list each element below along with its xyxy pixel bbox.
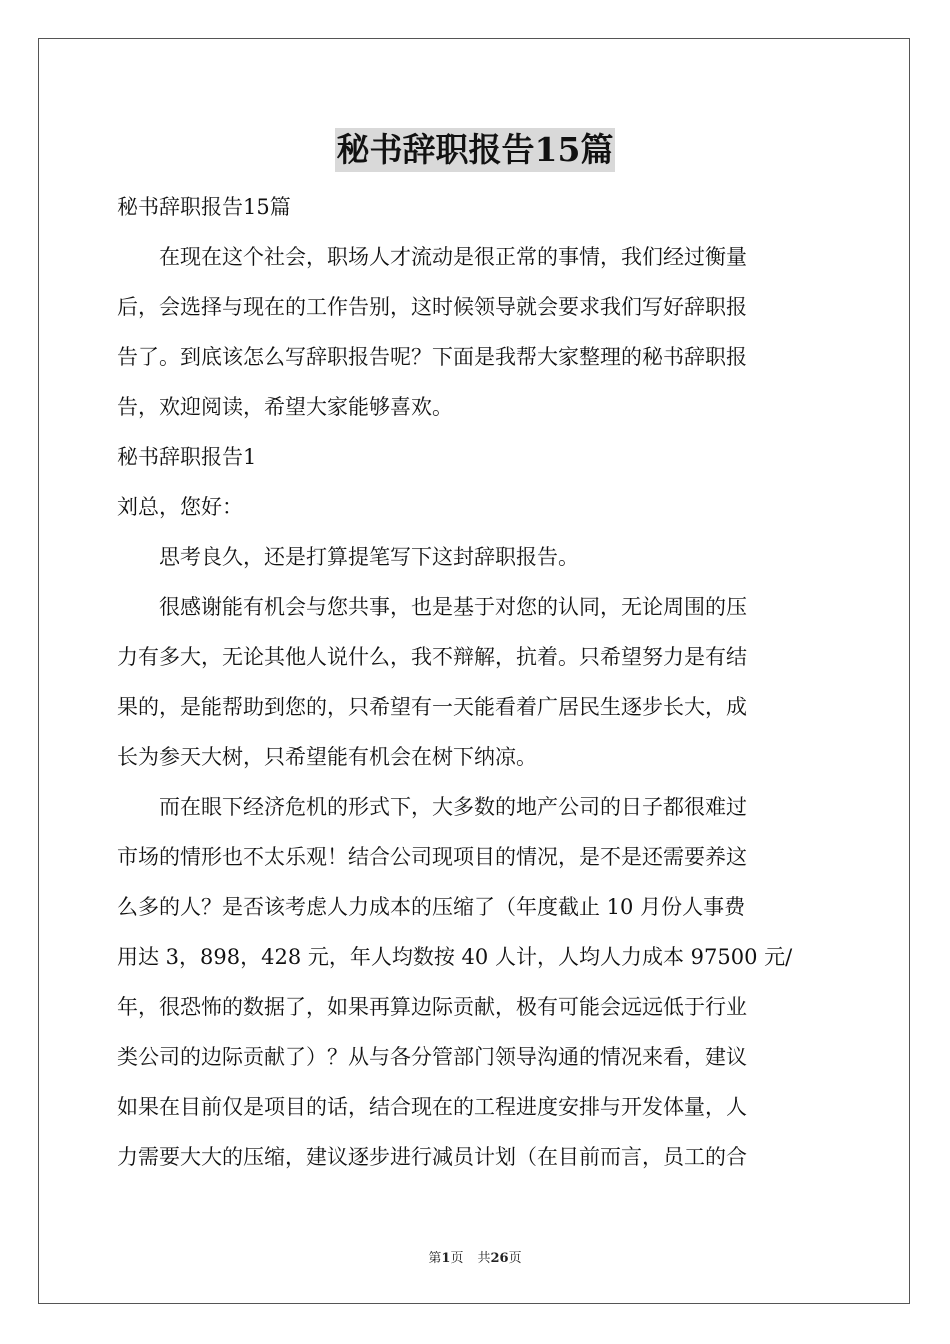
document-title: 秘书辞职报告15篇 (335, 128, 616, 172)
text-line: 秘书辞职报告1 (117, 445, 257, 469)
total-pages: 26 (490, 1251, 509, 1266)
text-line: 如果在目前仅是项目的话，结合现在的工程进度安排与开发体量，人 (117, 1095, 747, 1119)
page-prefix: 第 (428, 1251, 442, 1266)
text-line: 告，欢迎阅读，希望大家能够喜欢。 (117, 395, 453, 419)
text-line: 在现在这个社会，职场人才流动是很正常的事情，我们经过衡量 (159, 245, 747, 269)
text-line: 力有多大，无论其他人说什么，我不辩解，抗着。只希望努力是有结 (117, 645, 747, 669)
text-line: 后，会选择与现在的工作告别，这时候领导就会要求我们写好辞职报 (117, 295, 747, 319)
text-line: 力需要大大的压缩，建议逐步进行减员计划（在目前而言，员工的合 (117, 1145, 747, 1169)
document-body (117, 182, 833, 1182)
page-number: 1 (441, 1251, 451, 1266)
text-line: 长为参天大树，只希望能有机会在树下纳凉。 (117, 745, 537, 769)
text-line: 年，很恐怖的数据了，如果再算边际贡献，极有可能会远远低于行业 (117, 995, 747, 1019)
title-wrap (0, 128, 950, 172)
text-line: 很感谢能有机会与您共事，也是基于对您的认同，无论周围的压 (159, 595, 747, 619)
text-line: 而在眼下经济危机的形式下，大多数的地产公司的日子都很难过 (159, 795, 747, 819)
text-line: 用达 3，898，428 元，年人均数按 40 人计，人均人力成本 97500 元/ (117, 945, 793, 969)
text-line: 刘总，您好： (117, 495, 243, 519)
text-line: 市场的情形也不太乐观！结合公司现项目的情况，是不是还需要养这 (117, 845, 747, 869)
text-line: 果的，是能帮助到您的，只希望有一天能看着广居民生逐步长大，成 (117, 695, 747, 719)
text-line: 么多的人？是否该考虑人力成本的压缩了（年度截止 10 月份人事费 (117, 895, 746, 919)
page-suffix: 页 (450, 1251, 464, 1266)
text-line: 告了。到底该怎么写辞职报告呢？下面是我帮大家整理的秘书辞职报 (117, 345, 747, 369)
text-line: 类公司的边际贡献了）？从与各分管部门领导沟通的情况来看，建议 (117, 1045, 747, 1069)
total-suffix: 页 (508, 1251, 522, 1266)
total-prefix: 共 (477, 1251, 491, 1266)
text-line: 秘书辞职报告15篇 (117, 195, 291, 219)
text-line: 思考良久，还是打算提笔写下这封辞职报告。 (159, 545, 579, 569)
page-footer (0, 1247, 950, 1266)
